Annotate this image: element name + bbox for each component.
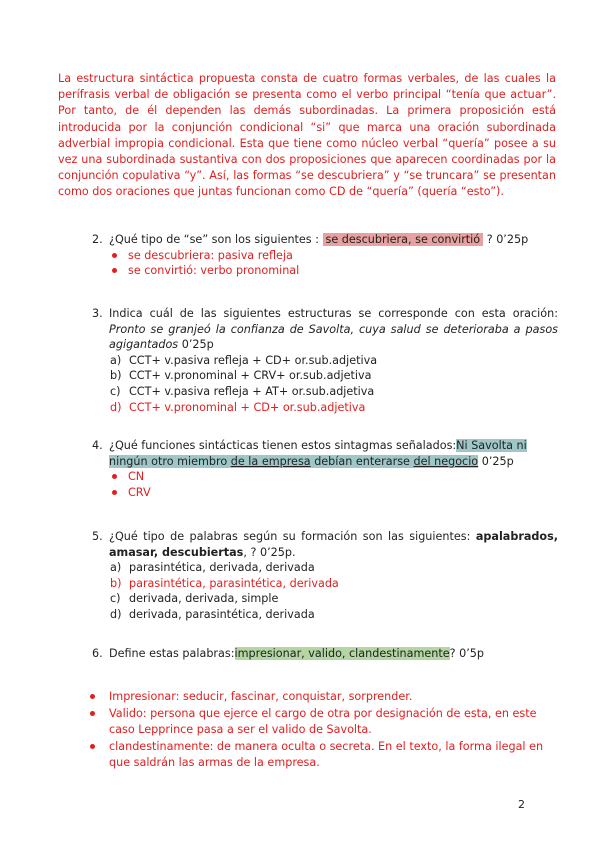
list-item: se convirtió: verbo pronominal bbox=[109, 263, 558, 279]
underlined-phrase: de la empresa bbox=[230, 454, 311, 468]
example-sentence: Pronto se granjeó la confianza de Savolta, cuya salud se deterioraba a pasos agigantados bbox=[109, 322, 558, 352]
question-number: 4. bbox=[92, 439, 103, 452]
question-points: ? 0’5p bbox=[449, 647, 485, 660]
answer-list bbox=[109, 469, 558, 500]
question-points: ? 0’25p bbox=[483, 233, 529, 246]
list-item: CN bbox=[109, 469, 558, 485]
question-text: Define estas palabras: bbox=[109, 647, 235, 660]
list-item: b) CCT+ v.pronominal + CRV+ or.sub.adjetiva bbox=[110, 369, 372, 383]
question-number: 3. bbox=[92, 307, 103, 320]
list-item: Impresionar: seducir, fascinar, conquistar, sorprender. bbox=[88, 689, 548, 705]
list-item: Valido: persona que ejerce el cargo de otra por designación de esta, en este caso Lepprince pasa a ser el valido de Savolta. bbox=[88, 706, 548, 738]
bullet-icon bbox=[112, 474, 117, 479]
question-text: ¿Qué tipo de “se” son los siguientes : bbox=[109, 233, 323, 246]
list-item-answer: b) parasintética, parasintética, derivada bbox=[110, 576, 339, 590]
question-6 bbox=[92, 646, 558, 662]
list-item: se descubriera: pasiva refleja bbox=[109, 248, 558, 264]
list-item: clandestinamente: de manera oculta o secreta. En el texto, la forma ilegal en que saldrán las armas de la empresa. bbox=[88, 739, 548, 771]
question-points: , ? 0’25p. bbox=[243, 545, 296, 559]
highlighted-phrase: Ni Savolta ni ningún otro miembro bbox=[109, 439, 527, 468]
question-number: 6. bbox=[92, 647, 103, 660]
list-item: c) derivada, derivada, simple bbox=[110, 592, 279, 606]
list-item-answer: d) CCT+ v.pronominal + CD+ or.sub.adjetiva bbox=[110, 400, 366, 414]
list-item: a) parasintética, derivada, derivada bbox=[110, 561, 315, 575]
question-3 bbox=[92, 306, 558, 415]
bullet-icon bbox=[112, 268, 117, 273]
bullet-icon bbox=[90, 711, 95, 716]
question-points: 0’25p bbox=[178, 338, 214, 352]
question-points: 0’25p bbox=[478, 454, 514, 468]
intro-paragraph: La estructura sintáctica propuesta consta de cuatro formas verbales, de las cuales la perífrasis verbal de obligación se presenta como el verbo principal “tenía que actuar”. Por tanto, de él dependen las demás subordinadas. La primera proposición está introducida por la conjunción condicional “si” que marca una oración subordinada adverbial impropia condicional. Esta que tiene como núcleo verbal “quería” posee a su vez una subordinada sustantiva con dos proposiciones que aparecen coordinadas por la conjunción copulativa “y”. Así, las formas “se descubriera” y “se truncara” se presentan como dos oraciones que juntas funcionan como CD de “quería” (quería “esto”). bbox=[58, 72, 556, 199]
bullet-icon bbox=[112, 253, 117, 258]
list-item: d) derivada, parasintética, derivada bbox=[110, 607, 315, 621]
question-text: ¿Qué tipo de palabras según su formación son las siguientes: bbox=[109, 530, 471, 543]
list-item: a) CCT+ v.pasiva refleja + CD+ or.sub.adjetiva bbox=[110, 353, 378, 367]
highlighted-words: impresionar, valido, clandestinamente bbox=[234, 647, 450, 660]
underlined-phrase: del negocio bbox=[413, 454, 479, 468]
bullet-icon bbox=[112, 490, 117, 495]
list-item: c) CCT+ v.pasiva refleja + AT+ or.sub.adjetiva bbox=[110, 384, 375, 398]
option-list bbox=[109, 353, 558, 415]
question-text: Indica cuál de las siguientes estructuras se corresponde con esta oración: bbox=[109, 307, 558, 320]
highlighted-words: se descubriera, se convirtió bbox=[323, 233, 484, 246]
question-4 bbox=[92, 438, 558, 500]
words-to-classify: apalabrados, amasar, descubiertas bbox=[109, 530, 559, 559]
definitions-list bbox=[88, 689, 548, 772]
question-text: ¿Qué funciones sintácticas tienen estos sintagmas señalados: bbox=[109, 439, 457, 452]
question-2 bbox=[92, 232, 558, 279]
bullet-icon bbox=[90, 694, 95, 699]
question-number: 5. bbox=[92, 530, 103, 543]
highlighted-phrase: debían enterarse bbox=[310, 454, 414, 468]
question-5 bbox=[92, 529, 558, 623]
answer-list bbox=[109, 248, 558, 279]
list-item: CRV bbox=[109, 485, 558, 501]
option-list bbox=[109, 560, 558, 622]
question-number: 2. bbox=[92, 233, 103, 246]
page-number: 2 bbox=[518, 798, 525, 811]
bullet-icon bbox=[90, 744, 95, 749]
